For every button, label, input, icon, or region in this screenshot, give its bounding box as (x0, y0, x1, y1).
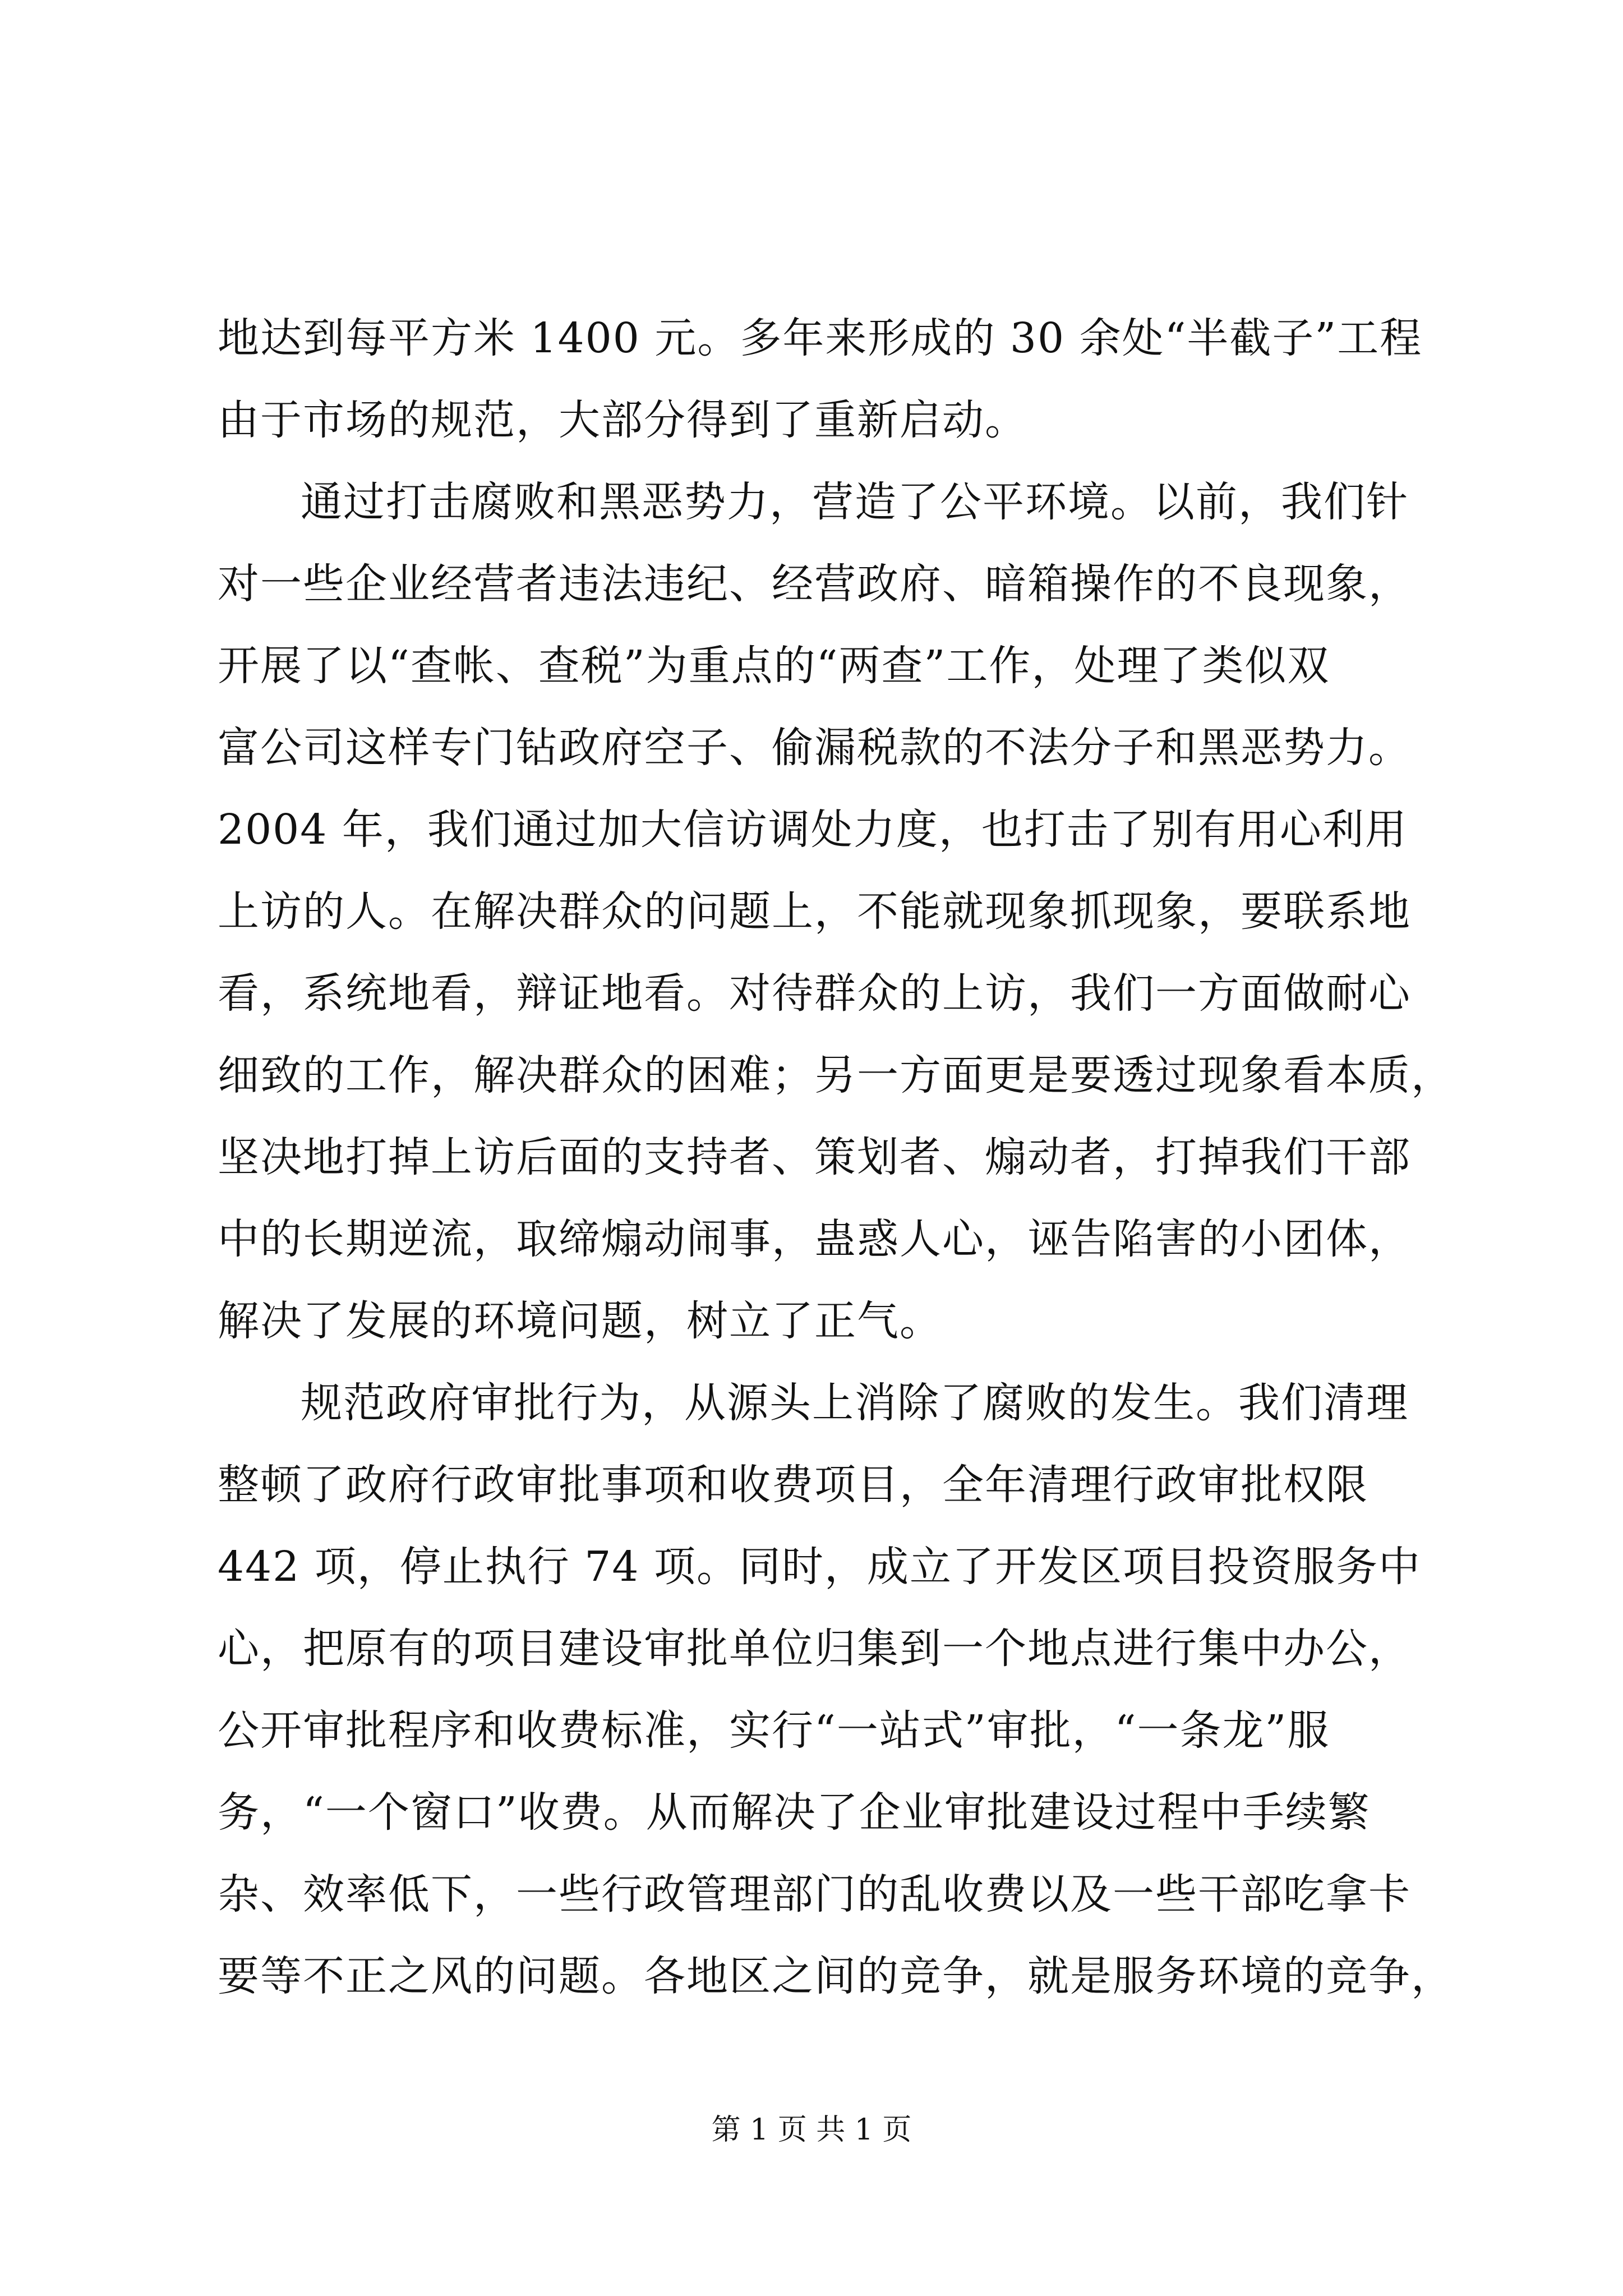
text-line: 公开审批程序和收费标准，实行“一站式”审批，“一条龙”服 (218, 1706, 1330, 1755)
text-line: 地达到每平方米 1400 元。多年来形成的 30 余处“半截子”工程 (218, 314, 1423, 362)
text-line: 心，把原有的项目建设审批单位归集到一个地点进行集中办公， (218, 1625, 1411, 1673)
paragraph-start-line: 通过打击腐败和黑恶势力，营造了公平环境。以前，我们针 (301, 478, 1409, 526)
page-footer: 第 1 页 共 1 页 (711, 2113, 912, 2147)
text-line: 整顿了政府行政审批事项和收费项目，全年清理行政审批权限 (218, 1461, 1368, 1509)
text-line: 上访的人。在解决群众的问题上，不能就现象抓现象，要联系地 (218, 887, 1411, 936)
text-line: 解决了发展的环境问题，树立了正气。 (218, 1297, 942, 1345)
text-line: 2004 年，我们通过加大信访调处力度，也打击了别有用心利用 (218, 806, 1408, 854)
text-line: 对一些企业经营者违法违纪、经营政府、暗箱操作的不良现象， (218, 560, 1411, 608)
text-line: 开展了以“查帐、查税”为重点的“两查”工作，处理了类似双 (218, 642, 1330, 690)
text-line: 442 项，停止执行 74 项。同时，成立了开发区项目投资服务中 (218, 1543, 1421, 1591)
text-line: 看，系统地看，辩证地看。对待群众的上访，我们一方面做耐心 (218, 969, 1411, 1018)
text-line: 中的长期逆流，取缔煽动闹事，蛊惑人心，诬告陷害的小团体， (218, 1215, 1411, 1263)
text-line: 杂、效率低下，一些行政管理部门的乱收费以及一些干部吃拿卡 (218, 1870, 1411, 1918)
text-line: 务，“一个窗口”收费。从而解决了企业审批建设过程中手续繁 (218, 1788, 1371, 1837)
text-line: 细致的工作，解决群众的困难；另一方面更是要透过现象看本质， (218, 1051, 1454, 1099)
text-line: 由于市场的规范，大部分得到了重新启动。 (218, 396, 1027, 444)
text-line: 坚决地打掉上访后面的支持者、策划者、煽动者，打掉我们干部 (218, 1133, 1411, 1181)
body-text (218, 297, 1454, 2017)
text-line: 要等不正之风的问题。各地区之间的竞争，就是服务环境的竞争， (218, 1952, 1454, 2000)
paragraph-start-line: 规范政府审批行为，从源头上消除了腐败的发生。我们清理 (301, 1379, 1409, 1427)
text-line: 富公司这样专门钻政府空子、偷漏税款的不法分子和黑恶势力。 (218, 724, 1411, 772)
